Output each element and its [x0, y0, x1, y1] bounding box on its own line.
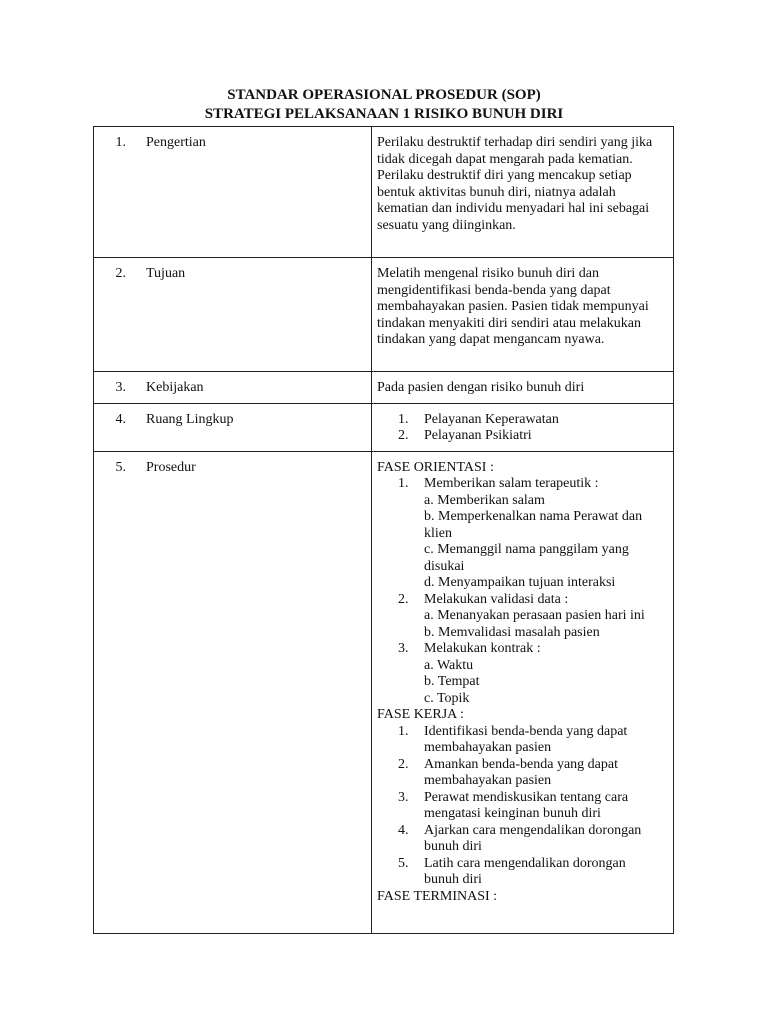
row-number: 4.	[115, 411, 126, 427]
row-label-cell	[94, 258, 372, 372]
orientasi-list	[377, 476, 661, 707]
row-content-cell	[372, 127, 674, 258]
row-number: 2.	[115, 266, 126, 281]
sub-item: c. Memanggil nama panggilam yang disukai	[424, 542, 629, 574]
row-label: Kebijakan	[146, 380, 204, 395]
phase-heading-terminasi: FASE TERMINASI :	[377, 888, 498, 904]
sub-item: b. Memvalidasi masalah pasien	[424, 624, 600, 640]
sub-item: d. Menyampaikan tujuan interaksi	[424, 575, 616, 590]
row-text: Melatih mengenal risiko bunuh diri dan mengidentifikasi benda-benda yang dapat membahayakan pasien. Pasien tidak mempunyai tindakan menyakiti diri sendiri atau melakukan tindakan yang dapat mengancam nyawa.	[377, 266, 649, 347]
table-row	[94, 372, 674, 404]
sop-table	[93, 126, 674, 934]
sub-list	[424, 493, 661, 592]
row-label: Tujuan	[146, 266, 186, 281]
row-label: Ruang Lingkup	[146, 411, 234, 427]
table-row	[94, 127, 674, 258]
list-item: 4. Ajarkan cara mengendalikan dorongan bunuh diri	[398, 822, 642, 854]
row-label-cell	[94, 451, 372, 933]
row-label: Pengertian	[146, 135, 206, 150]
phase-heading-orientasi: FASE ORIENTASI :	[377, 459, 494, 475]
document-header	[0, 86, 768, 124]
table-row	[94, 403, 674, 451]
list-item: 1. Identifikasi benda-benda yang dapat membahayakan pasien	[398, 723, 628, 755]
sub-item: a. Waktu	[424, 657, 474, 673]
table-row	[94, 258, 674, 372]
document-subtitle: STRATEGI PELAKSANAAN 1 RISIKO BUNUH DIRI	[204, 106, 564, 122]
sub-item: a. Menanyakan perasaan pasien hari ini	[424, 608, 645, 623]
list-item: 2. Amankan benda-benda yang dapat membahayakan pasien	[398, 756, 618, 788]
row-label-cell	[94, 403, 372, 451]
list-item: 1. Pelayanan Keperawatan	[398, 411, 559, 427]
list-item: 2. Melakukan validasi data : a. Menanyakan perasaan pasien hari ini b. Memvalidasi masalah pasien	[377, 592, 661, 642]
sub-item: c. Topik	[424, 690, 470, 706]
row-number: 5.	[115, 459, 126, 475]
document-title: STANDAR OPERASIONAL PROSEDUR (SOP)	[227, 87, 541, 103]
scope-list	[377, 412, 661, 445]
row-text: Perilaku destruktif terhadap diri sendiri yang jika tidak dicegah dapat mengarah pada kematian. Perilaku destruktif diri yang mencakup setiap bentuk aktivitas bunuh diri, niatnya adalah kematian dan individu menyadari hal ini sebagai sesuatu yang diinginkan.	[377, 135, 653, 233]
row-content-cell	[372, 258, 674, 372]
row-content-cell	[372, 451, 674, 933]
table-row	[94, 451, 674, 933]
row-content-cell	[372, 372, 674, 404]
row-label-cell	[94, 127, 372, 258]
sub-list	[424, 658, 661, 708]
list-item: 1. Memberikan salam terapeutik : a. Memberikan salam b. Memperkenalkan nama Perawat dan klien c. Memanggil nama panggilam yang disukai d. Menyampaikan tujuan interaksi	[377, 476, 661, 592]
row-content-cell	[372, 403, 674, 451]
sub-item: b. Memperkenalkan nama Perawat dan klien	[424, 509, 643, 541]
row-number: 1.	[115, 135, 126, 150]
sub-list	[424, 608, 661, 641]
row-label: Prosedur	[146, 459, 196, 475]
row-label-cell	[94, 372, 372, 404]
list-item: 5. Latih cara mengendalikan dorongan bunuh diri	[398, 855, 626, 887]
phase-heading-kerja: FASE KERJA :	[377, 707, 464, 722]
sub-item: a. Memberikan salam	[424, 492, 545, 508]
kerja-list	[377, 724, 661, 889]
row-text: Pada pasien dengan risiko bunuh diri	[377, 380, 585, 395]
row-number: 3.	[115, 380, 126, 395]
sub-item: b. Tempat	[424, 674, 480, 689]
list-item: 2. Pelayanan Psikiatri	[398, 428, 532, 443]
list-item: 3. Melakukan kontrak : a. Waktu b. Tempat c. Topik	[377, 641, 661, 707]
list-item: 3. Perawat mendiskusikan tentang cara mengatasi keinginan bunuh diri	[398, 789, 629, 821]
